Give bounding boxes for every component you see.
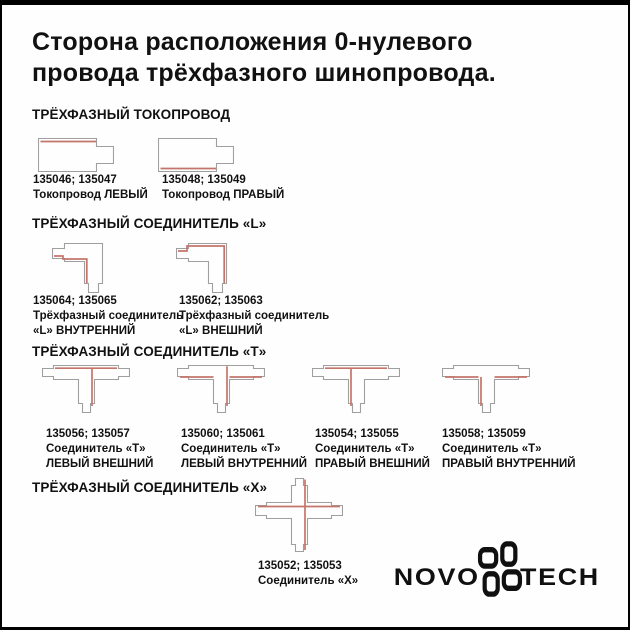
connector-outline <box>178 366 265 413</box>
page-title-line-2: провода трёхфазного шинопровода. <box>32 59 496 87</box>
item-codes: 135064; 135065 <box>33 295 117 307</box>
item-name: Трёхфазный соединитель <box>179 310 330 322</box>
page-title-line-1: Сторона расположения 0-нулевого <box>32 28 473 56</box>
t-connector-left-external-diagram <box>42 365 130 415</box>
item-label <box>315 427 430 472</box>
item-codes: 135056; 135057 <box>46 428 130 440</box>
item-name: «L» ВНЕШНИЙ <box>179 325 263 337</box>
item-codes: 135060; 135061 <box>181 428 265 440</box>
page-title <box>32 27 496 89</box>
item-name: Соединитель «Х» <box>258 575 359 587</box>
item-name: Трёхфазный соединитель <box>33 310 184 322</box>
item-codes: 135048; 135049 <box>162 174 246 186</box>
item-codes: 135058; 135059 <box>442 428 526 440</box>
section-header-x-connector: ТРЁХФАЗНЫЙ СОЕДИНИТЕЛЬ «Х» <box>32 480 268 495</box>
item-name: Соединитель «Т» <box>315 443 415 455</box>
logo-text-tech: TECH <box>519 564 600 591</box>
item-name: ПРАВЫЙ ВНЕШНИЙ <box>315 458 430 470</box>
item-label <box>33 294 183 339</box>
item-name: ЛЕВЫЙ ВНУТРЕННИЙ <box>181 458 308 470</box>
item-label <box>442 427 576 472</box>
connector-outline <box>256 479 343 552</box>
t-connector-left-internal-diagram <box>177 365 265 415</box>
item-label <box>33 173 148 203</box>
t-connector-right-internal-diagram <box>442 365 530 415</box>
item-name: Токопровод ПРАВЫЙ <box>162 189 285 201</box>
item-label <box>258 559 358 589</box>
logo-text-novo: NOVO <box>393 564 480 591</box>
section-header-l-connector: ТРЁХФАЗНЫЙ СОЕДИНИТЕЛЬ «L» <box>32 216 267 231</box>
novotech-logo <box>393 540 600 598</box>
neutral-wire-line <box>178 246 224 283</box>
l-connector-external-diagram <box>176 240 234 294</box>
item-codes: 135046; 135047 <box>33 174 117 186</box>
item-name: Соединитель «Т» <box>46 443 146 455</box>
item-codes: 135052; 135053 <box>258 560 342 572</box>
t-connector-right-external-diagram <box>312 365 400 415</box>
neutral-wire-line <box>180 366 262 406</box>
track-feed-left-diagram <box>38 138 114 172</box>
neutral-wire-line <box>445 377 527 406</box>
item-name: Соединитель «Т» <box>181 443 281 455</box>
connector-outline <box>53 244 103 293</box>
track-feed-right-diagram <box>158 138 234 172</box>
neutral-wire-line <box>325 368 387 406</box>
novotech-pinwheel-icon <box>477 540 523 598</box>
neutral-wire-line <box>258 480 340 551</box>
connector-outline <box>443 366 530 413</box>
section-header-track-feed: ТРЁХФАЗНЫЙ ТОКОПРОВОД <box>32 107 231 122</box>
item-codes: 135062; 135063 <box>179 295 263 307</box>
item-name: Токопровод ЛЕВЫЙ <box>33 189 148 201</box>
item-name: ЛЕВЫЙ ВНЕШНИЙ <box>46 458 154 470</box>
connector-outline <box>159 139 234 172</box>
connector-outline <box>39 139 114 172</box>
item-label <box>179 294 329 339</box>
x-connector-diagram <box>255 478 343 552</box>
item-label <box>181 427 307 472</box>
item-name: ПРАВЫЙ ВНУТРЕННИЙ <box>442 458 576 470</box>
connector-outline <box>313 366 400 413</box>
item-label <box>162 173 284 203</box>
item-label <box>46 427 153 472</box>
item-name: «L» ВНУТРЕННИЙ <box>33 325 136 337</box>
neutral-wire-line <box>54 256 87 283</box>
l-connector-internal-diagram <box>52 240 110 294</box>
connector-outline <box>43 366 130 413</box>
item-codes: 135054; 135055 <box>315 428 399 440</box>
section-header-t-connector: ТРЁХФАЗНЫЙ СОЕДИНИТЕЛЬ «Т» <box>32 344 267 359</box>
item-name: Соединитель «Т» <box>442 443 542 455</box>
neutral-wire-line <box>55 368 117 406</box>
